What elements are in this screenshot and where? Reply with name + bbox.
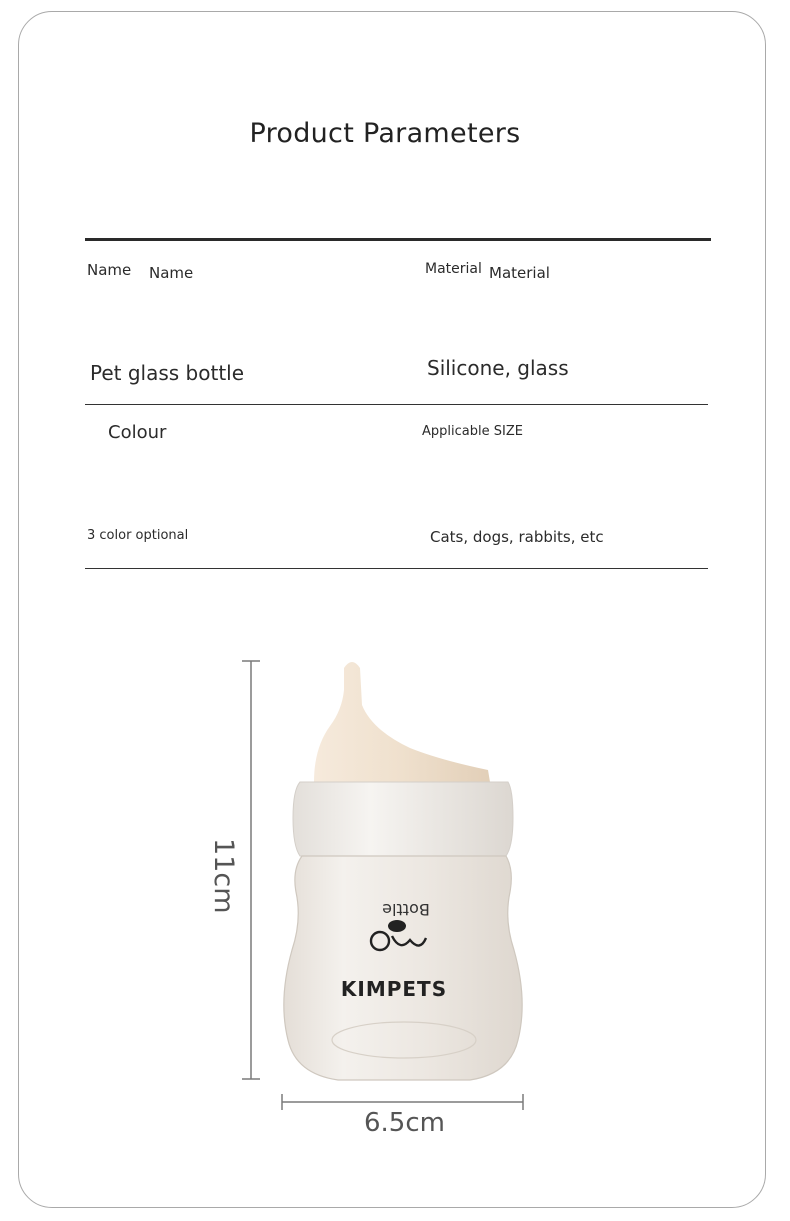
material-value: Silicone, glass: [427, 356, 569, 380]
bottle-brand: KIMPETS: [340, 977, 448, 1001]
colour-label: Colour: [108, 422, 167, 443]
table-top-rule: [85, 238, 711, 241]
bottle-word: Bottle: [382, 900, 430, 919]
material-label-secondary: Material: [489, 264, 550, 282]
table-row-divider: [85, 404, 708, 405]
colour-value: 3 color optional: [87, 528, 189, 543]
bottle-glass-body: [284, 856, 522, 1080]
applicable-size-label: Applicable SIZE: [422, 424, 523, 439]
height-dimension-line: [242, 661, 260, 1079]
name-label-primary: Name: [87, 261, 132, 279]
name-value: Pet glass bottle: [90, 361, 245, 385]
page-title: Product Parameters: [249, 118, 521, 149]
table-bottom-rule: [85, 568, 708, 569]
applicable-size-value: Cats, dogs, rabbits, etc: [430, 528, 604, 546]
height-label: 11cm: [208, 838, 239, 914]
bottle-nipple: [314, 662, 490, 782]
name-label-secondary: Name: [149, 264, 194, 282]
width-label: 6.5cm: [364, 1108, 445, 1138]
product-image: [200, 640, 560, 1160]
material-label-primary: Material: [425, 261, 482, 277]
bottle-collar: [293, 782, 513, 856]
